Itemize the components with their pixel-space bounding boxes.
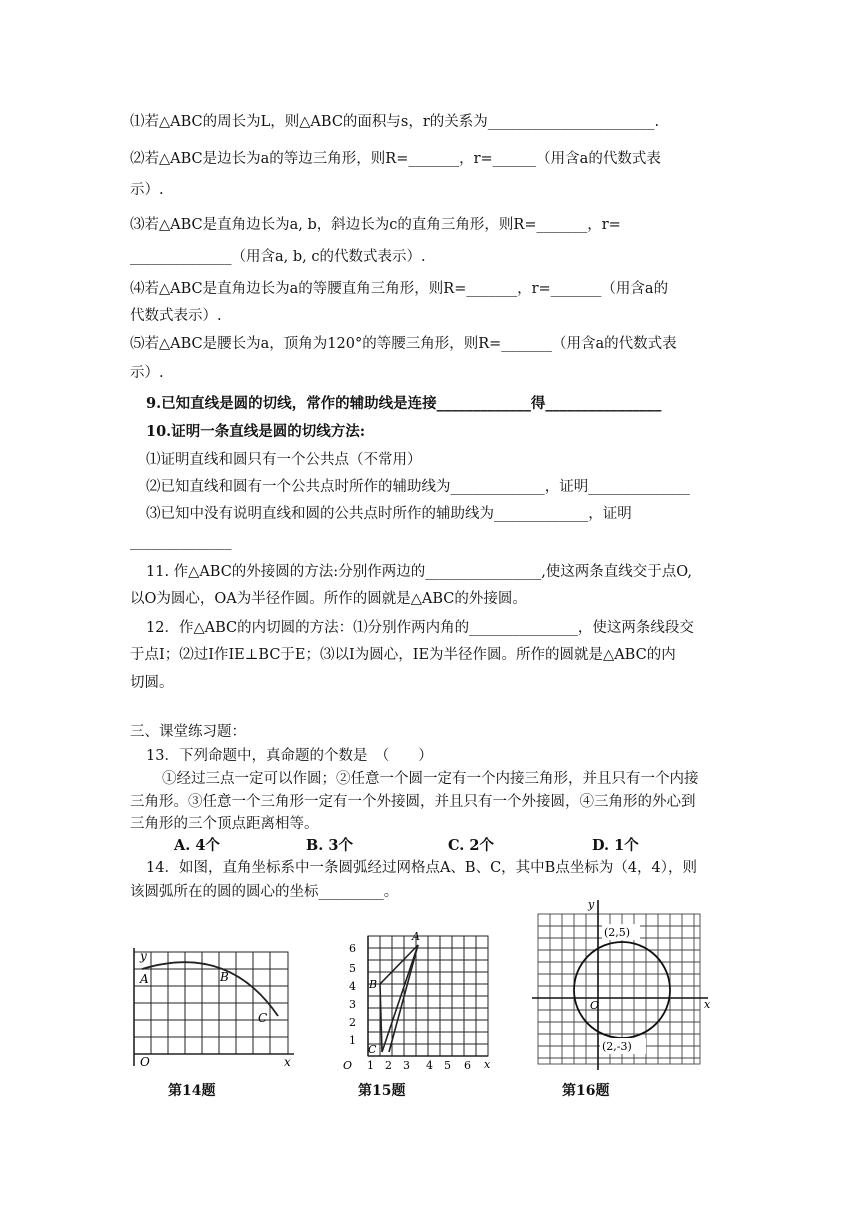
fig15-label-b: B [369,978,378,991]
question-9: 9.已知直线是圆的切线，常作的辅助线是连接_____________得________________ [146,395,662,412]
question-11-cont: 以O为圆心，OA为半径作圆。所作的圆就是△ABC的外接圆。 [130,591,527,607]
method-1: ⑴证明直线和圆只有一个公共点（不常用） [146,452,422,468]
fig14-label-origin: O [140,1055,150,1069]
fig14-label-a: A [140,972,149,986]
fig14-caption: 第14题 [168,1083,216,1099]
question-13-stmt: ①经过三点一定可以作圆；②任意一个圆一定有一个内接三角形，并且只有一个内接 [162,771,699,787]
figure-16 [528,896,714,1074]
question-10: 10.证明一条直线是圆的切线方法: [146,423,366,440]
fig15-ytick-4: 4 [349,980,356,993]
fig15-ytick-2: 2 [349,1016,356,1029]
question-14-cont: 该圆弧所在的圆的圆心的坐标_________。 [130,884,399,900]
method-2: ⑵已知直线和圆有一个公共点时所作的辅助线为_____________，证明______________ [146,479,690,495]
fig15-xtick-6: 6 [464,1059,471,1072]
question-14: 14．如图，直角坐标系中一条圆弧经过网格点A、B、C，其中B点坐标为（4，4），则 [146,860,698,876]
fig15-xtick-3: 3 [403,1059,410,1072]
fig15-label-origin: O [343,1059,353,1072]
section-heading: 三、课堂练习题： [130,724,246,740]
figure-15 [338,922,498,1074]
question-13-stmt-2: 三角形。③任意一个三角形一定有一个外接圆，并且只有一个外接圆，④三角形的外心到 [130,794,696,810]
fig16-caption: 第16题 [562,1083,610,1099]
text-line-4: ⑶若△ABC是直角边长为a, b，斜边长为c的直角三角形，则R=_______，r= [130,217,621,233]
fig15-ytick-1: 1 [349,1034,356,1047]
fig15-caption: 第15题 [358,1083,406,1099]
text-line-5: ______________（用含a, b, c的代数式表示）. [130,249,426,265]
fig15-ytick-5: 5 [349,962,356,975]
fig15-label-a: A [412,930,420,943]
question-12-end: 切圆。 [130,675,174,691]
option-d[interactable]: D. 1个 [592,837,639,854]
fig15-xtick-4: 4 [426,1059,433,1072]
fig14-label-b: B [220,970,229,984]
fig16-label-origin: O [590,999,600,1012]
question-12: 12．作△ABC的内切圆的方法：⑴分别作两内角的_______________，使这两条线段交 [146,620,694,636]
text-line-7: 代数式表示）. [130,308,222,324]
fig15-ytick-6: 6 [349,942,356,955]
fig16-label-x: x [704,998,711,1011]
fig16-label-bottom: (2,-3) [602,1040,632,1053]
question-13: 13．下列命题中，真命题的个数是 （ ） [146,748,433,764]
text-line-2: ⑵若△ABC是边长为a的等边三角形，则R=_______，r=______（用含a的代数式表 [130,151,661,167]
method-3-cont: ______________ [130,534,232,550]
text-line-1: ⑴若△ABC的周长为L，则△ABC的面积与s，r的关系为_______________________. [130,114,660,130]
fig16-label-y: y [588,898,595,911]
method-3: ⑶已知中没有说明直线和圆的公共点时所作的辅助线为_____________，证明 [146,506,632,522]
fig15-label-c: C [368,1043,377,1056]
fig15-ytick-3: 3 [349,998,356,1011]
option-a[interactable]: A. 4个 [174,837,220,854]
question-11: 11. 作△ABC的外接圆的方法:分别作两边的________________,使这两条直线交于点O, [146,564,692,580]
option-b[interactable]: B. 3个 [306,837,353,854]
figure-14 [128,938,298,1070]
fig14-label-x: x [284,1055,291,1069]
fig16-label-top: (2,5) [604,926,631,939]
fig15-xtick-1: 1 [367,1059,374,1072]
question-12-cont: 于点I；⑵过I作IE⊥BC于E；⑶以I为圆心，IE为半径作圆。所作的圆就是△ABC的内 [130,647,676,663]
question-13-stmt-3: 三角形的三个顶点距离相等。 [130,816,319,832]
text-line-9: 示）. [130,365,164,381]
fig15-xtick-5: 5 [444,1059,451,1072]
text-line-8: ⑸若△ABC是腰长为a，顶角为120°的等腰三角形，则R=_______（用含a的代数式表 [130,336,677,352]
fig14-label-y: y [140,949,147,963]
text-line-3: 示）. [130,182,164,198]
text-line-6: ⑷若△ABC是直角边长为a的等腰直角三角形，则R=_______，r=_______（用含a的 [130,281,669,297]
fig15-xtick-2: 2 [385,1059,392,1072]
fig14-label-c: C [258,1011,268,1025]
fig15-label-x: x [484,1058,491,1071]
option-c[interactable]: C. 2个 [448,837,494,854]
